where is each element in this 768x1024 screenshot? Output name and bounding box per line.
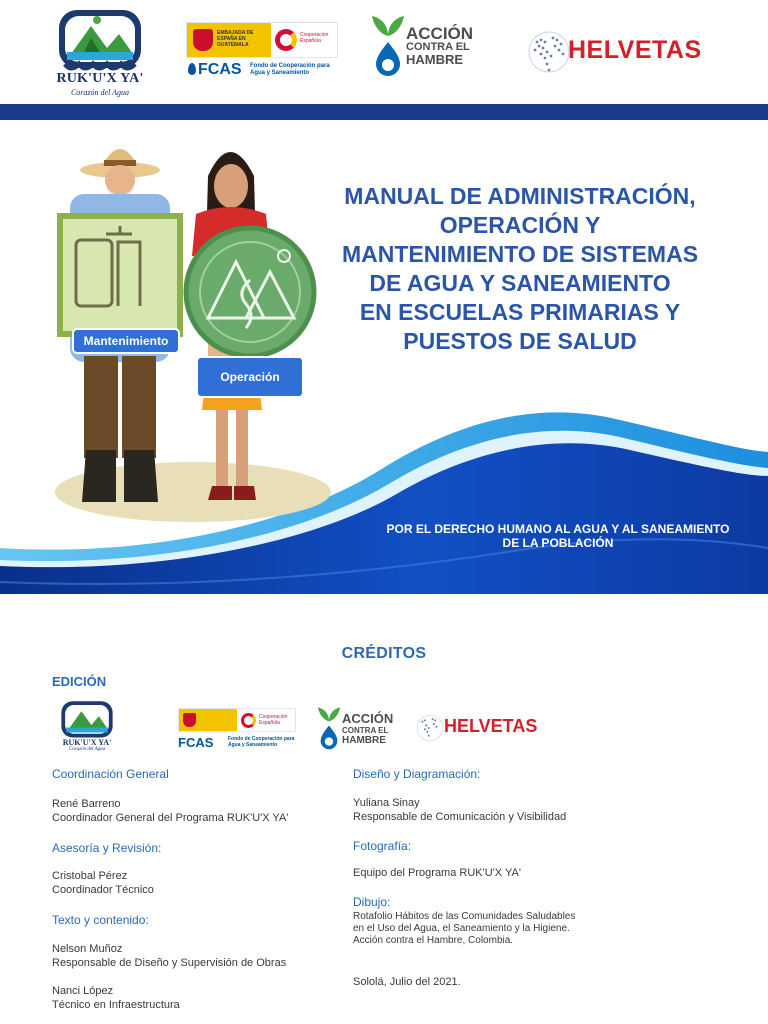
acf-leaf-drop-icon	[316, 706, 342, 752]
fcas-word: FCAS	[198, 61, 242, 78]
author-name: Nanci López	[52, 985, 114, 997]
rukuxya-emblem-icon	[57, 700, 117, 740]
credits-title: CRÉDITOS	[341, 645, 427, 662]
cover-hero	[0, 120, 768, 594]
slogan-line: POR EL DERECHO HUMANO AL AGUA Y AL SANEAMIENTO	[386, 522, 730, 536]
coordination-block	[52, 797, 288, 825]
fcas-word-small: FCAS	[178, 735, 214, 750]
drawing-line: Rotafolio Hábitos de las Comunidades Saludables	[353, 911, 576, 922]
title-line: OPERACIÓN Y	[439, 212, 601, 238]
maintenance-label: Mantenimiento	[72, 328, 180, 354]
accion-contra-el-hambre-logo	[370, 14, 482, 80]
drawing-line: Acción contra el Hambre, Colombia.	[353, 935, 514, 946]
title-line: PUESTOS DE SALUD	[403, 328, 637, 354]
rukuxya-logo	[52, 8, 148, 98]
water-drop-icon	[188, 63, 196, 75]
edition-logos	[0, 700, 768, 752]
cooperacion-espanola-icon	[241, 713, 256, 728]
title-line: MANUAL DE ADMINISTRACIÓN,	[344, 183, 696, 209]
photography-heading: Fotografía:	[353, 839, 412, 853]
helvetas-logo-small	[416, 710, 546, 746]
rukuxya-tagline-small: Corazón del Agua	[68, 747, 106, 752]
rukuxya-emblem-icon	[57, 8, 143, 72]
accion-contra-el-hambre-logo-small	[316, 706, 400, 752]
fcas-description: Fondo de Cooperación para Agua y Saneamiento	[250, 63, 330, 76]
acf-line1: ACCIÓN	[406, 24, 474, 43]
fcas-logo	[186, 22, 338, 80]
drawing-heading: Dibujo:	[353, 895, 391, 909]
acf-line3-small: HAMBRE	[342, 735, 386, 746]
spain-shield-icon	[193, 29, 213, 51]
farmers-illustration-icon	[40, 130, 330, 510]
globe-icon	[527, 26, 571, 78]
cooperacion-text: Cooperación Española	[300, 32, 329, 44]
rukuxya-name: RUK'U'X YA'	[56, 71, 144, 86]
slogan	[378, 522, 738, 550]
drawing-line: en el Uso del Agua, el Saneamiento y la Higiene.	[353, 923, 570, 934]
author-role: Técnico en Infraestructura	[52, 999, 180, 1011]
design-heading: Diseño y Diagramación:	[353, 767, 481, 781]
drawing-block	[353, 911, 575, 947]
rukuxya-logo-small	[57, 700, 117, 752]
design-name: Yuliana Sinay	[353, 797, 420, 809]
text-author-2	[52, 984, 180, 1012]
fcas-logo-small	[178, 708, 296, 750]
embassy-text: EMBAJADA DE ESPAÑA EN GUATEMALA	[217, 30, 254, 48]
title-line: MANTENIMIENTO DE SISTEMAS	[341, 241, 699, 267]
coordination-heading: Coordinación General	[52, 767, 169, 781]
rukuxya-name-small: RUK'U'X YA'	[62, 738, 112, 747]
design-block	[353, 796, 566, 824]
manual-title	[316, 182, 724, 356]
cooperacion-espanola-icon	[275, 29, 297, 51]
advisory-heading: Asesoría y Revisión:	[52, 841, 162, 855]
fcas-description-small: Fondo de Cooperación para Agua y Saneamiento	[228, 736, 295, 748]
advisory-block	[52, 869, 154, 897]
place-date: Sololá, Julio del 2021.	[353, 976, 461, 988]
design-role: Responsable de Comunicación y Visibilidad	[353, 811, 567, 823]
coordination-role: Coordinador General del Programa RUK'U'X YA'	[52, 812, 289, 824]
spain-shield-icon	[183, 713, 196, 727]
acf-leaf-drop-icon	[370, 14, 406, 80]
acf-line2-small: CONTRA EL	[342, 726, 389, 735]
partner-logos-header	[0, 0, 768, 104]
acf-line1-small: ACCIÓN	[342, 711, 394, 726]
acf-line2: CONTRA EL	[406, 41, 470, 53]
header-divider-bar	[0, 104, 768, 120]
author-name: Nelson Muñoz	[52, 943, 123, 955]
author-role: Responsable de Diseño y Supervisión de Obras	[52, 957, 287, 969]
helvetas-word-small: HELVETAS	[444, 716, 538, 736]
rukuxya-tagline: Corazón del Agua	[70, 88, 130, 97]
advisory-name: Cristobal Pérez	[52, 870, 128, 882]
text-author-1	[52, 942, 286, 970]
cooperacion-text-small: Cooperación Española	[259, 714, 288, 726]
globe-icon	[416, 710, 444, 746]
edition-label: EDICIÓN	[52, 674, 107, 689]
helvetas-word: HELVETAS	[568, 36, 702, 64]
title-line: EN ESCUELAS PRIMARIAS Y	[359, 299, 681, 325]
operation-label: Operación	[196, 356, 304, 398]
text-content-heading: Texto y contenido:	[52, 913, 149, 927]
acf-line3: HAMBRE	[406, 52, 464, 67]
title-line: DE AGUA Y SANEAMIENTO	[369, 270, 671, 296]
coordination-name: René Barreno	[52, 798, 121, 810]
advisory-role: Coordinador Técnico	[52, 884, 154, 896]
slogan-line: DE LA POBLACIÓN	[502, 536, 614, 550]
helvetas-logo	[527, 26, 717, 78]
photography-text: Equipo del Programa RUK'U'X YA'	[353, 867, 521, 879]
